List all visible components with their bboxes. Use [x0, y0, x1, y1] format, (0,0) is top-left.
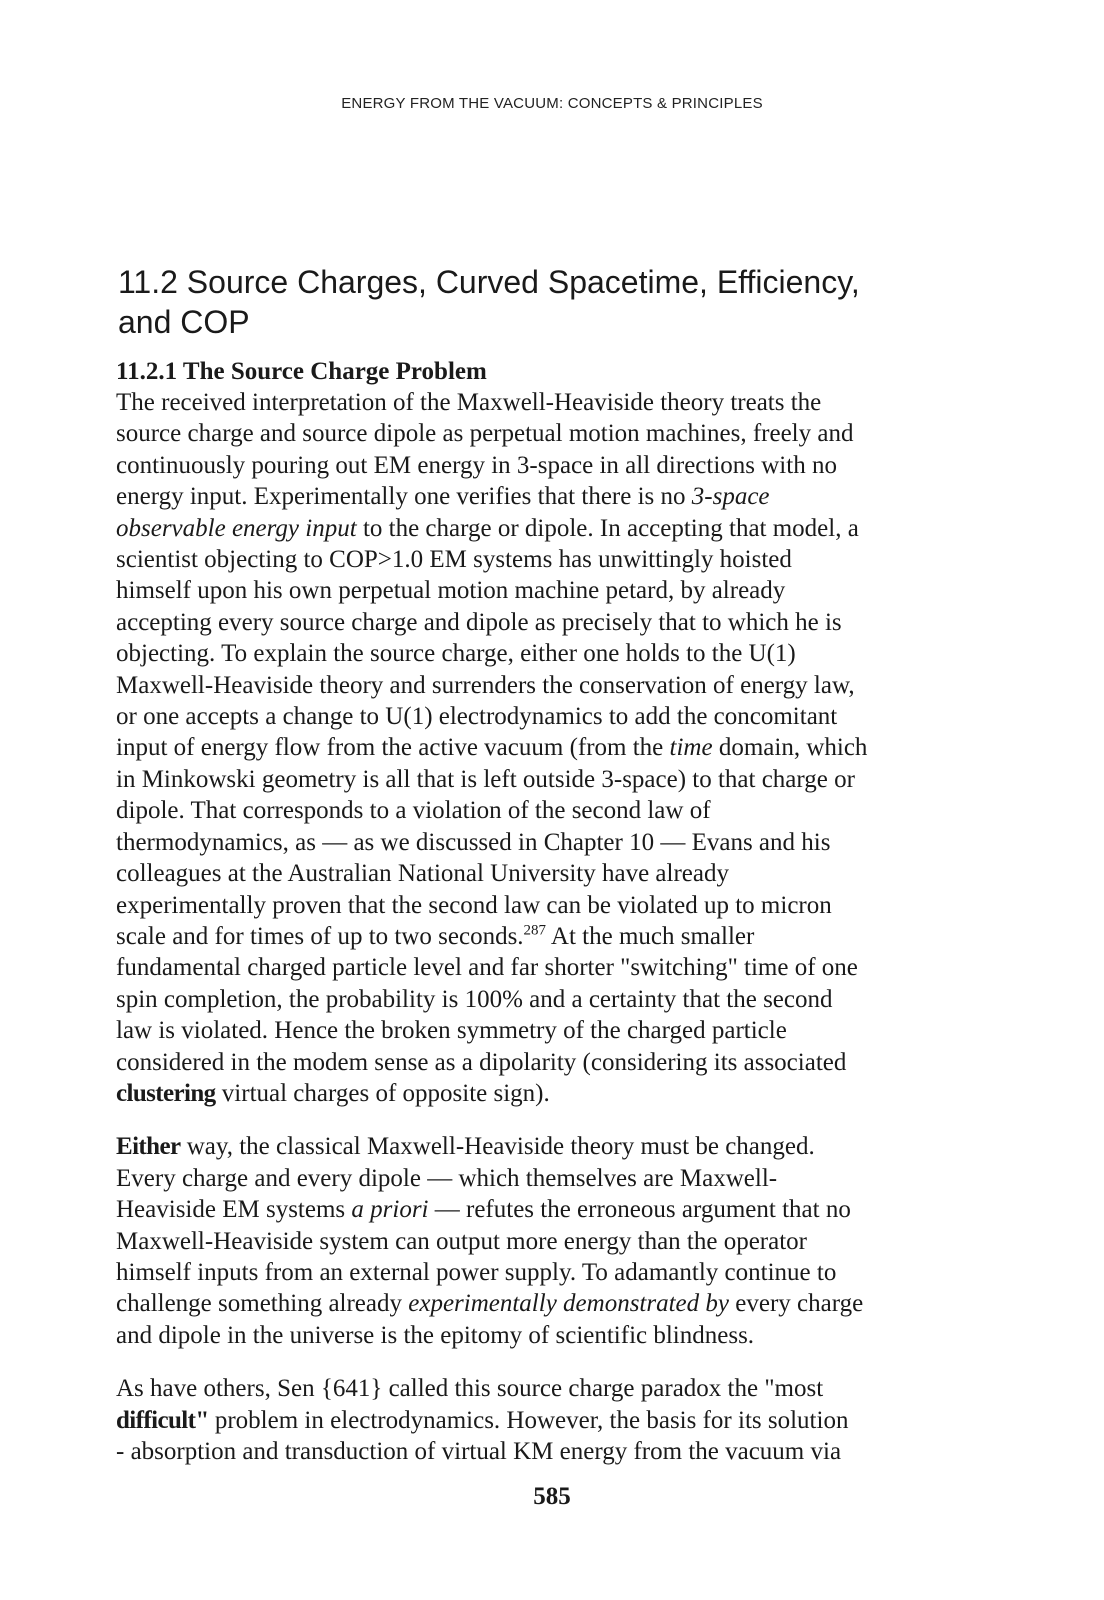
- bold-text: clustering: [116, 1079, 216, 1107]
- text-line: [116, 1405, 986, 1436]
- emphasis-text: experimentally demonstrated by: [408, 1290, 729, 1318]
- paragraph-2: [116, 1131, 986, 1351]
- text-segment: scale and for times of up to two seconds.: [116, 922, 524, 950]
- text-line: law is violated. Hence the broken symmetry of the charged particle: [116, 1017, 787, 1045]
- subsection-title: 11.2.1 The Source Charge Problem: [116, 358, 487, 385]
- paragraph-3: [116, 1373, 986, 1467]
- text-line: [116, 481, 986, 512]
- page-body: [116, 356, 986, 1467]
- text-line: [116, 513, 986, 544]
- emphasis-text: time: [669, 734, 713, 762]
- text-segment: domain, which: [712, 734, 868, 762]
- section-title-line-2: and COP: [118, 304, 250, 340]
- text-segment: Heaviside EM systems: [116, 1196, 352, 1224]
- footnote-ref: 287: [523, 922, 547, 939]
- text-segment: every charge: [729, 1290, 864, 1318]
- section-title: [118, 262, 998, 342]
- text-segment: virtual charges of opposite sign).: [215, 1079, 550, 1107]
- text-line: continuously pouring out EM energy in 3-space in all directions with no: [116, 451, 837, 479]
- text-line: source charge and source dipole as perpetual motion machines, freely and: [116, 420, 854, 448]
- text-line: experimentally proven that the second law can be violated up to micron: [116, 891, 832, 919]
- text-line: himself inputs from an external power supply. To adamantly continue to: [116, 1258, 837, 1286]
- emphasis-text: a priori: [351, 1196, 429, 1224]
- text-line: The received interpretation of the Maxwell-Heaviside theory treats the: [116, 389, 822, 416]
- page-number: 585: [533, 1483, 571, 1510]
- text-line: [116, 1078, 986, 1109]
- text-line: - absorption and transduction of virtual KM energy from the vacuum via: [116, 1438, 842, 1465]
- text-line: considered in the modem sense as a dipolarity (considering its associated: [116, 1048, 847, 1076]
- text-line: Every charge and every dipole — which themselves are Maxwell-: [116, 1164, 778, 1192]
- text-segment: input of energy flow from the active vacuum (from the: [116, 734, 670, 762]
- bold-text: Either: [116, 1133, 181, 1161]
- text-line: [116, 921, 986, 952]
- text-line: spin completion, the probability is 100% and a certainty that the second: [116, 985, 833, 1013]
- paragraph-1: [116, 387, 986, 1109]
- paragraph-gap: [116, 1109, 986, 1131]
- section-title-line-1: 11.2 Source Charges, Curved Spacetime, Efficiency,: [118, 264, 860, 300]
- emphasis-text: 3-space: [691, 483, 770, 511]
- emphasis-text: observable energy input: [116, 514, 357, 542]
- text-line: or one accepts a change to U(1) electrodynamics to add the concomitant: [116, 703, 838, 731]
- text-line: and dipole in the universe is the epitomy of scientific blindness.: [116, 1321, 755, 1349]
- text-line: fundamental charged particle level and far shorter "switching" time of one: [116, 954, 858, 982]
- text-segment: At the much smaller: [546, 922, 755, 950]
- text-segment: way, the classical Maxwell-Heaviside theory must be changed.: [180, 1133, 815, 1161]
- text-line: dipole. That corresponds to a violation of the second law of: [116, 797, 711, 825]
- text-line: As have others, Sen {641} called this source charge paradox the "most: [116, 1375, 824, 1403]
- text-line: [116, 732, 986, 763]
- text-line: [116, 1288, 986, 1319]
- text-segment: challenge something already: [116, 1290, 409, 1318]
- text-line: thermodynamics, as — as we discussed in Chapter 10 — Evans and his: [116, 828, 831, 856]
- text-segment: energy input. Experimentally one verifies that there is no: [116, 483, 692, 511]
- text-line: Maxwell-Heaviside system can output more energy than the operator: [116, 1227, 807, 1255]
- text-line: colleagues at the Australian National University have already: [116, 860, 729, 888]
- paragraph-gap: [116, 1351, 986, 1373]
- text-line: scientist objecting to COP>1.0 EM systems has unwittingly hoisted: [116, 546, 792, 574]
- bold-text: difficult": [116, 1406, 209, 1434]
- text-segment: to the charge or dipole. In accepting that model, a: [356, 514, 859, 542]
- text-line: himself upon his own perpetual motion machine petard, by already: [116, 577, 786, 605]
- text-line: [116, 1194, 986, 1225]
- text-line: in Minkowski geometry is all that is left outside 3-space) to that charge or: [116, 765, 855, 793]
- text-segment: problem in electrodynamics. However, the basis for its solution: [208, 1406, 849, 1434]
- text-line: objecting. To explain the source charge, either one holds to the U(1): [116, 640, 796, 668]
- text-line: Maxwell-Heaviside theory and surrenders the conservation of energy law,: [116, 671, 855, 699]
- text-line: accepting every source charge and dipole as precisely that to which he is: [116, 608, 842, 636]
- running-header: ENERGY FROM THE VACUUM: CONCEPTS & PRINCIPLES: [341, 95, 763, 112]
- text-line: [116, 1131, 986, 1162]
- text-segment: — refutes the erroneous argument that no: [428, 1196, 851, 1224]
